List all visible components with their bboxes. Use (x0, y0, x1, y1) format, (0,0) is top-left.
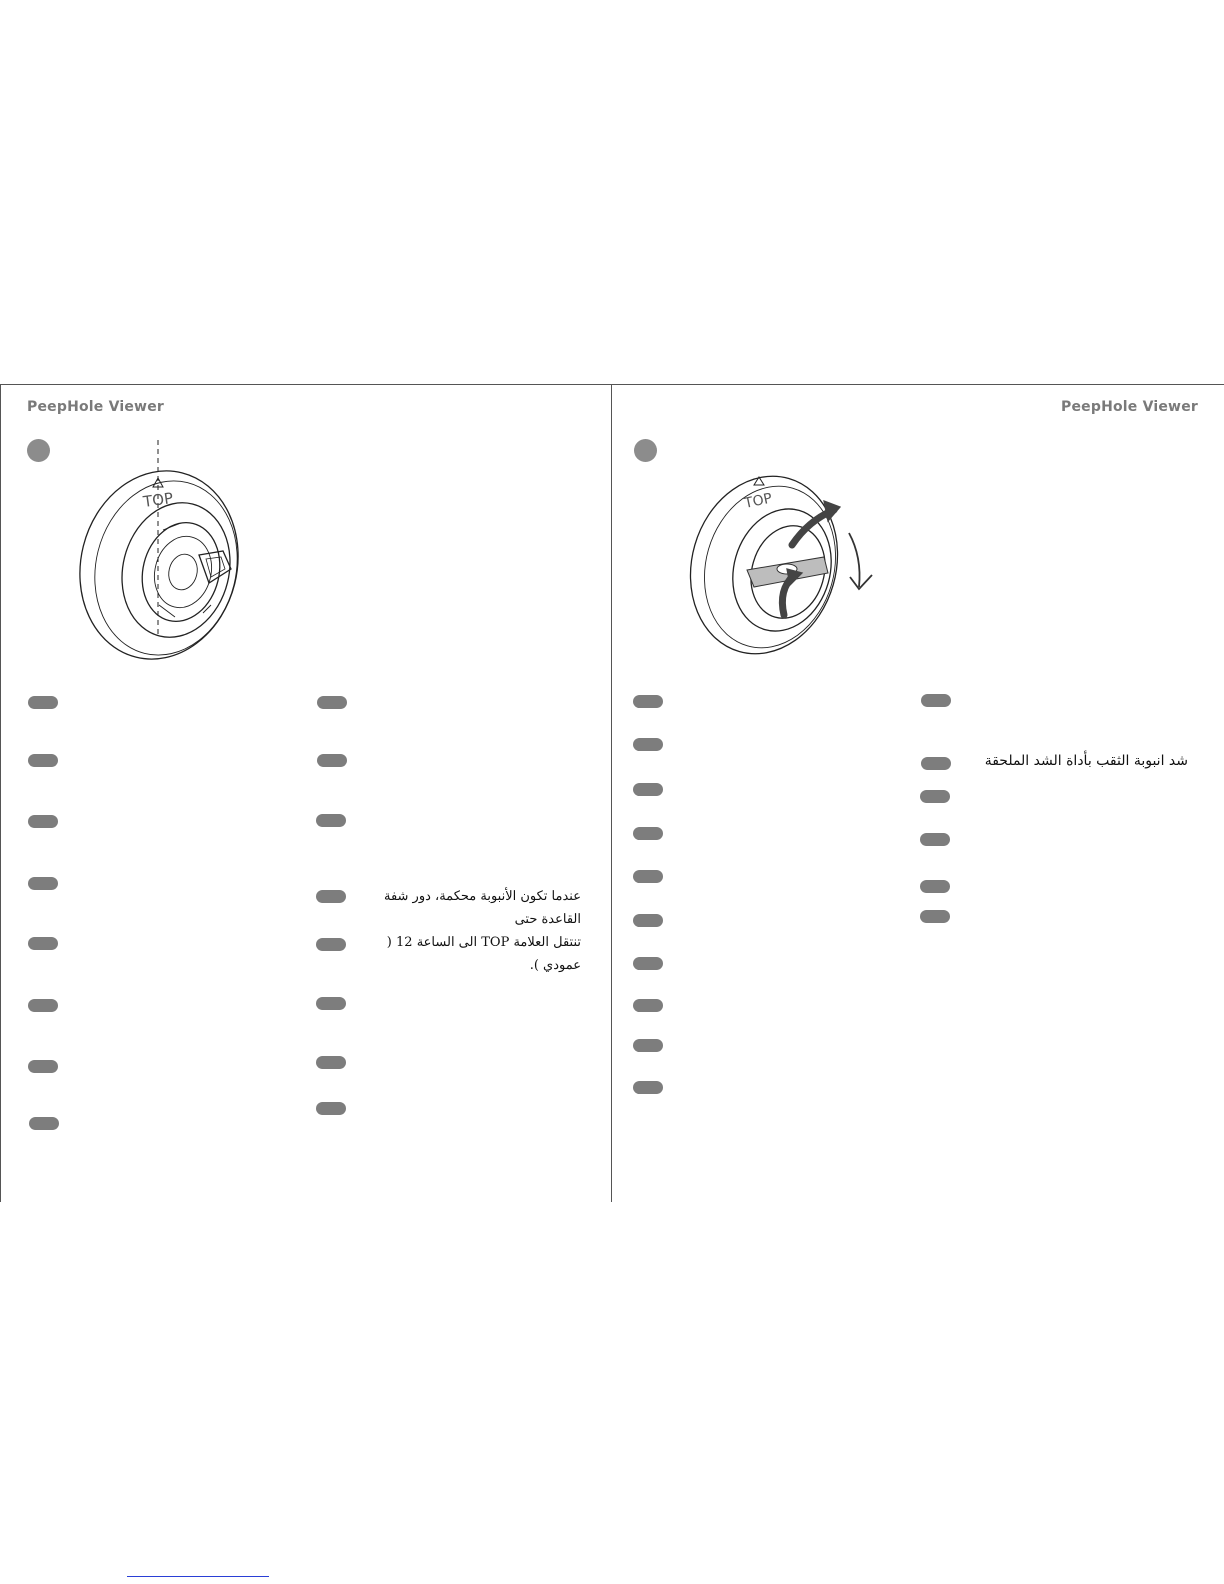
bullet-marker (633, 738, 663, 751)
socket-ring (132, 514, 230, 629)
step-indicator (27, 439, 50, 462)
bullet-marker (28, 877, 58, 890)
bullet-marker (633, 999, 663, 1012)
bullet-marker (920, 880, 950, 893)
bullet-marker (28, 754, 58, 767)
footer-underline (127, 1576, 269, 1577)
brand-title: PeepHole Viewer (1061, 399, 1198, 415)
step-indicator (634, 439, 657, 462)
right-page (612, 384, 1224, 1202)
left-page (0, 384, 612, 1202)
tightening-tool-illustration (684, 465, 899, 660)
bullet-marker (633, 827, 663, 840)
bullet-marker (28, 815, 58, 828)
clip-tab (199, 551, 231, 583)
bullet-marker (28, 696, 58, 709)
bullet-marker (921, 694, 951, 707)
top-mark-label: TOP (742, 490, 774, 512)
bullet-marker (920, 910, 950, 923)
bullet-marker (29, 1117, 59, 1130)
brand-title: PeepHole Viewer (27, 399, 164, 415)
bullet-marker (317, 696, 347, 709)
bullet-marker (633, 1039, 663, 1052)
instruction-line-1: عندما تكون الأنبوبة محكمة، دور شفة القاعدة حتى (383, 889, 581, 927)
bullet-marker (633, 1081, 663, 1094)
top-mark-label: TOP (142, 488, 175, 511)
instruction-text: شد انبوبة الثقب بأداة الشد الملحقة (984, 753, 1188, 769)
bullet-marker (28, 1060, 58, 1073)
bullet-marker (633, 783, 663, 796)
bullet-marker (920, 790, 950, 803)
bullet-marker (316, 890, 346, 903)
bullet-marker (316, 997, 346, 1010)
base-flange-illustration (71, 435, 246, 665)
bullet-marker (316, 814, 346, 827)
bullet-marker (316, 1056, 346, 1069)
bullet-marker (28, 937, 58, 950)
bullet-marker (316, 938, 346, 951)
instruction-line-2: تنتقل العلامة TOP الى الساعة 12 ( عمودي ). (386, 935, 581, 973)
bullet-marker (317, 754, 347, 767)
bullet-marker (633, 914, 663, 927)
bullet-marker (633, 695, 663, 708)
bullet-marker (920, 833, 950, 846)
instruction-text (349, 885, 581, 977)
bullet-marker (921, 757, 951, 770)
bullet-marker (28, 999, 58, 1012)
bullet-marker (316, 1102, 346, 1115)
bullet-marker (633, 870, 663, 883)
bullet-marker (633, 957, 663, 970)
